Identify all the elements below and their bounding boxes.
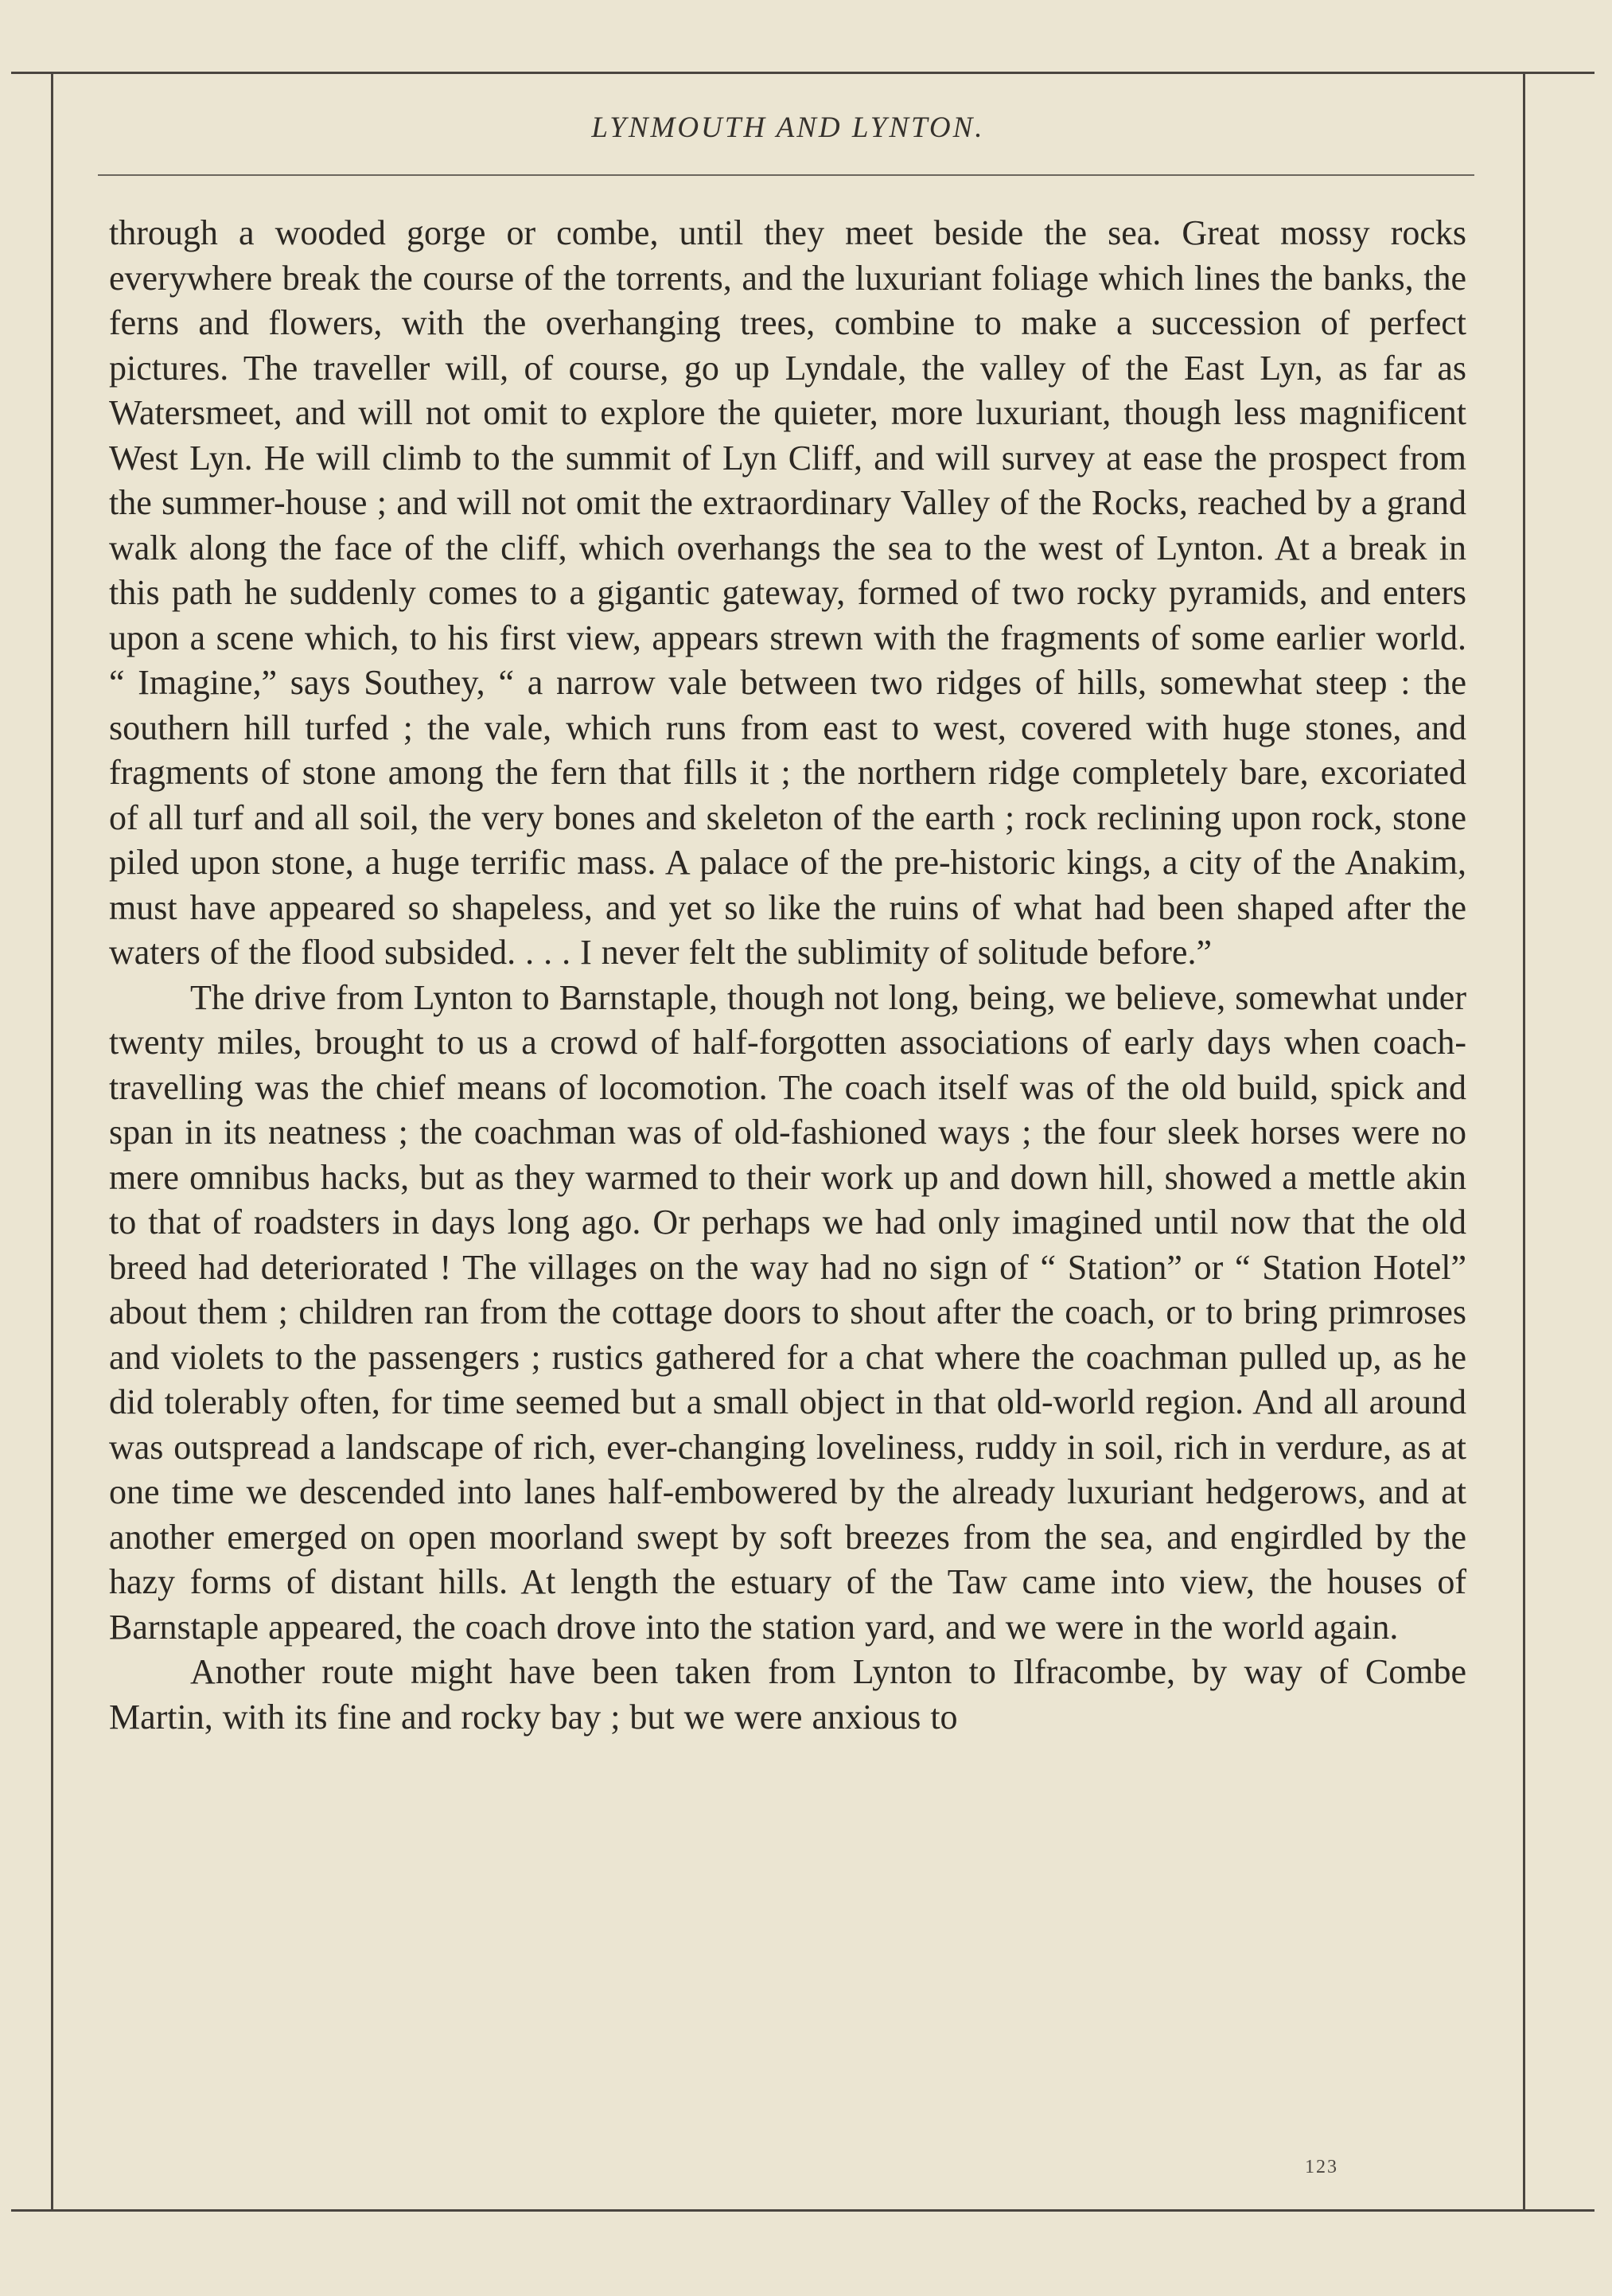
page-number: 123 bbox=[1305, 2157, 1338, 2177]
running-head: LYNMOUTH AND LYNTON. bbox=[591, 111, 985, 144]
paragraph-continued: through a wooded gorge or combe, until they meet beside the sea. Great mossy rocks everywhere break the course of the torrents, and the luxuriant foliage which lines the banks, the ferns and flowers, with the overhanging trees, combine to make a succession of perfect pictures. The traveller will, of course, go up Lyndale, the valley of the East Lyn, as far as Watersmeet, and will not omit to explore the quieter, more luxuriant, though less magnificent West Lyn. He will climb to the summit of Lyn Cliff, and will survey at ease the prospect from the summer-house ; and will not omit the extraordinary Valley of the Rocks, reached by a grand walk along the face of the cliff, which overhangs the sea to the west of Lynton. At a break in this path he suddenly comes to a gigantic gateway, formed of two rocky pyramids, and enters upon a scene which, to his first view, appears strewn with the fragments of some earlier world. “ Imagine,” says Southey, “ a narrow vale between two ridges of hills, somewhat steep : the southern hill turfed ; the vale, which runs from east to west, covered with huge stones, and fragments of stone among the fern that fills it ; the northern ridge completely bare, excoriated of all turf and all soil, the very bones and skeleton of the earth ; rock reclining upon rock, stone piled upon stone, a huge terrific mass. A palace of the pre-historic kings, a city of the Anakim, must have appeared so shapeless, and yet so like the ruins of what had been shaped after the waters of the flood subsided. . . . I never felt the sublimity of solitude before.” bbox=[109, 213, 1466, 972]
frame-bottom-rule bbox=[11, 2209, 1594, 2212]
frame-left-rule bbox=[51, 72, 53, 2209]
frame-right-rule bbox=[1523, 72, 1525, 2209]
body-text bbox=[109, 211, 1466, 1740]
paragraph-drive-to-barnstaple: The drive from Lynton to Barnstaple, though not long, being, we believe, somewhat under twenty miles, brought to us a crowd of half-forgotten associations of early days when coach-travelling was the chief means of locomotion. The coach itself was of the old build, spick and span in its neatness ; the coachman was of old-fashioned ways ; the four sleek horses were no mere omnibus hacks, but as they warmed to their work up and down hill, showed a mettle akin to that of roadsters in days long ago. Or perhaps we had only imagined until now that the old breed had deteriorated ! The villages on the way had no sign of “ Station” or “ Station Hotel” about them ; children ran from the cottage doors to shout after the coach, or to bring primroses and violets to the passengers ; rustics gathered for a chat where the coachman pulled up, as he did tolerably often, for time seemed but a small object in that old-world region. And all around was outspread a landscape of rich, ever-changing loveliness, ruddy in soil, rich in verdure, as at one time we descended into lanes half-embowered by the already luxuriant hedgerows, and at another emerged on open moorland swept by soft breezes from the sea, and engirdled by the hazy forms of distant hills. At length the estuary of the Taw came into view, the houses of Barnstaple appeared, the coach drove into the station yard, and we were in the world again. bbox=[109, 977, 1466, 1647]
paragraph-another-route: Another route might have been taken from Lynton to Ilfracombe, by way of Combe Martin, with its fine and rocky bay ; but we were anxious to bbox=[109, 1652, 1466, 1737]
frame-top-rule bbox=[11, 72, 1594, 74]
head-rule bbox=[98, 174, 1474, 176]
